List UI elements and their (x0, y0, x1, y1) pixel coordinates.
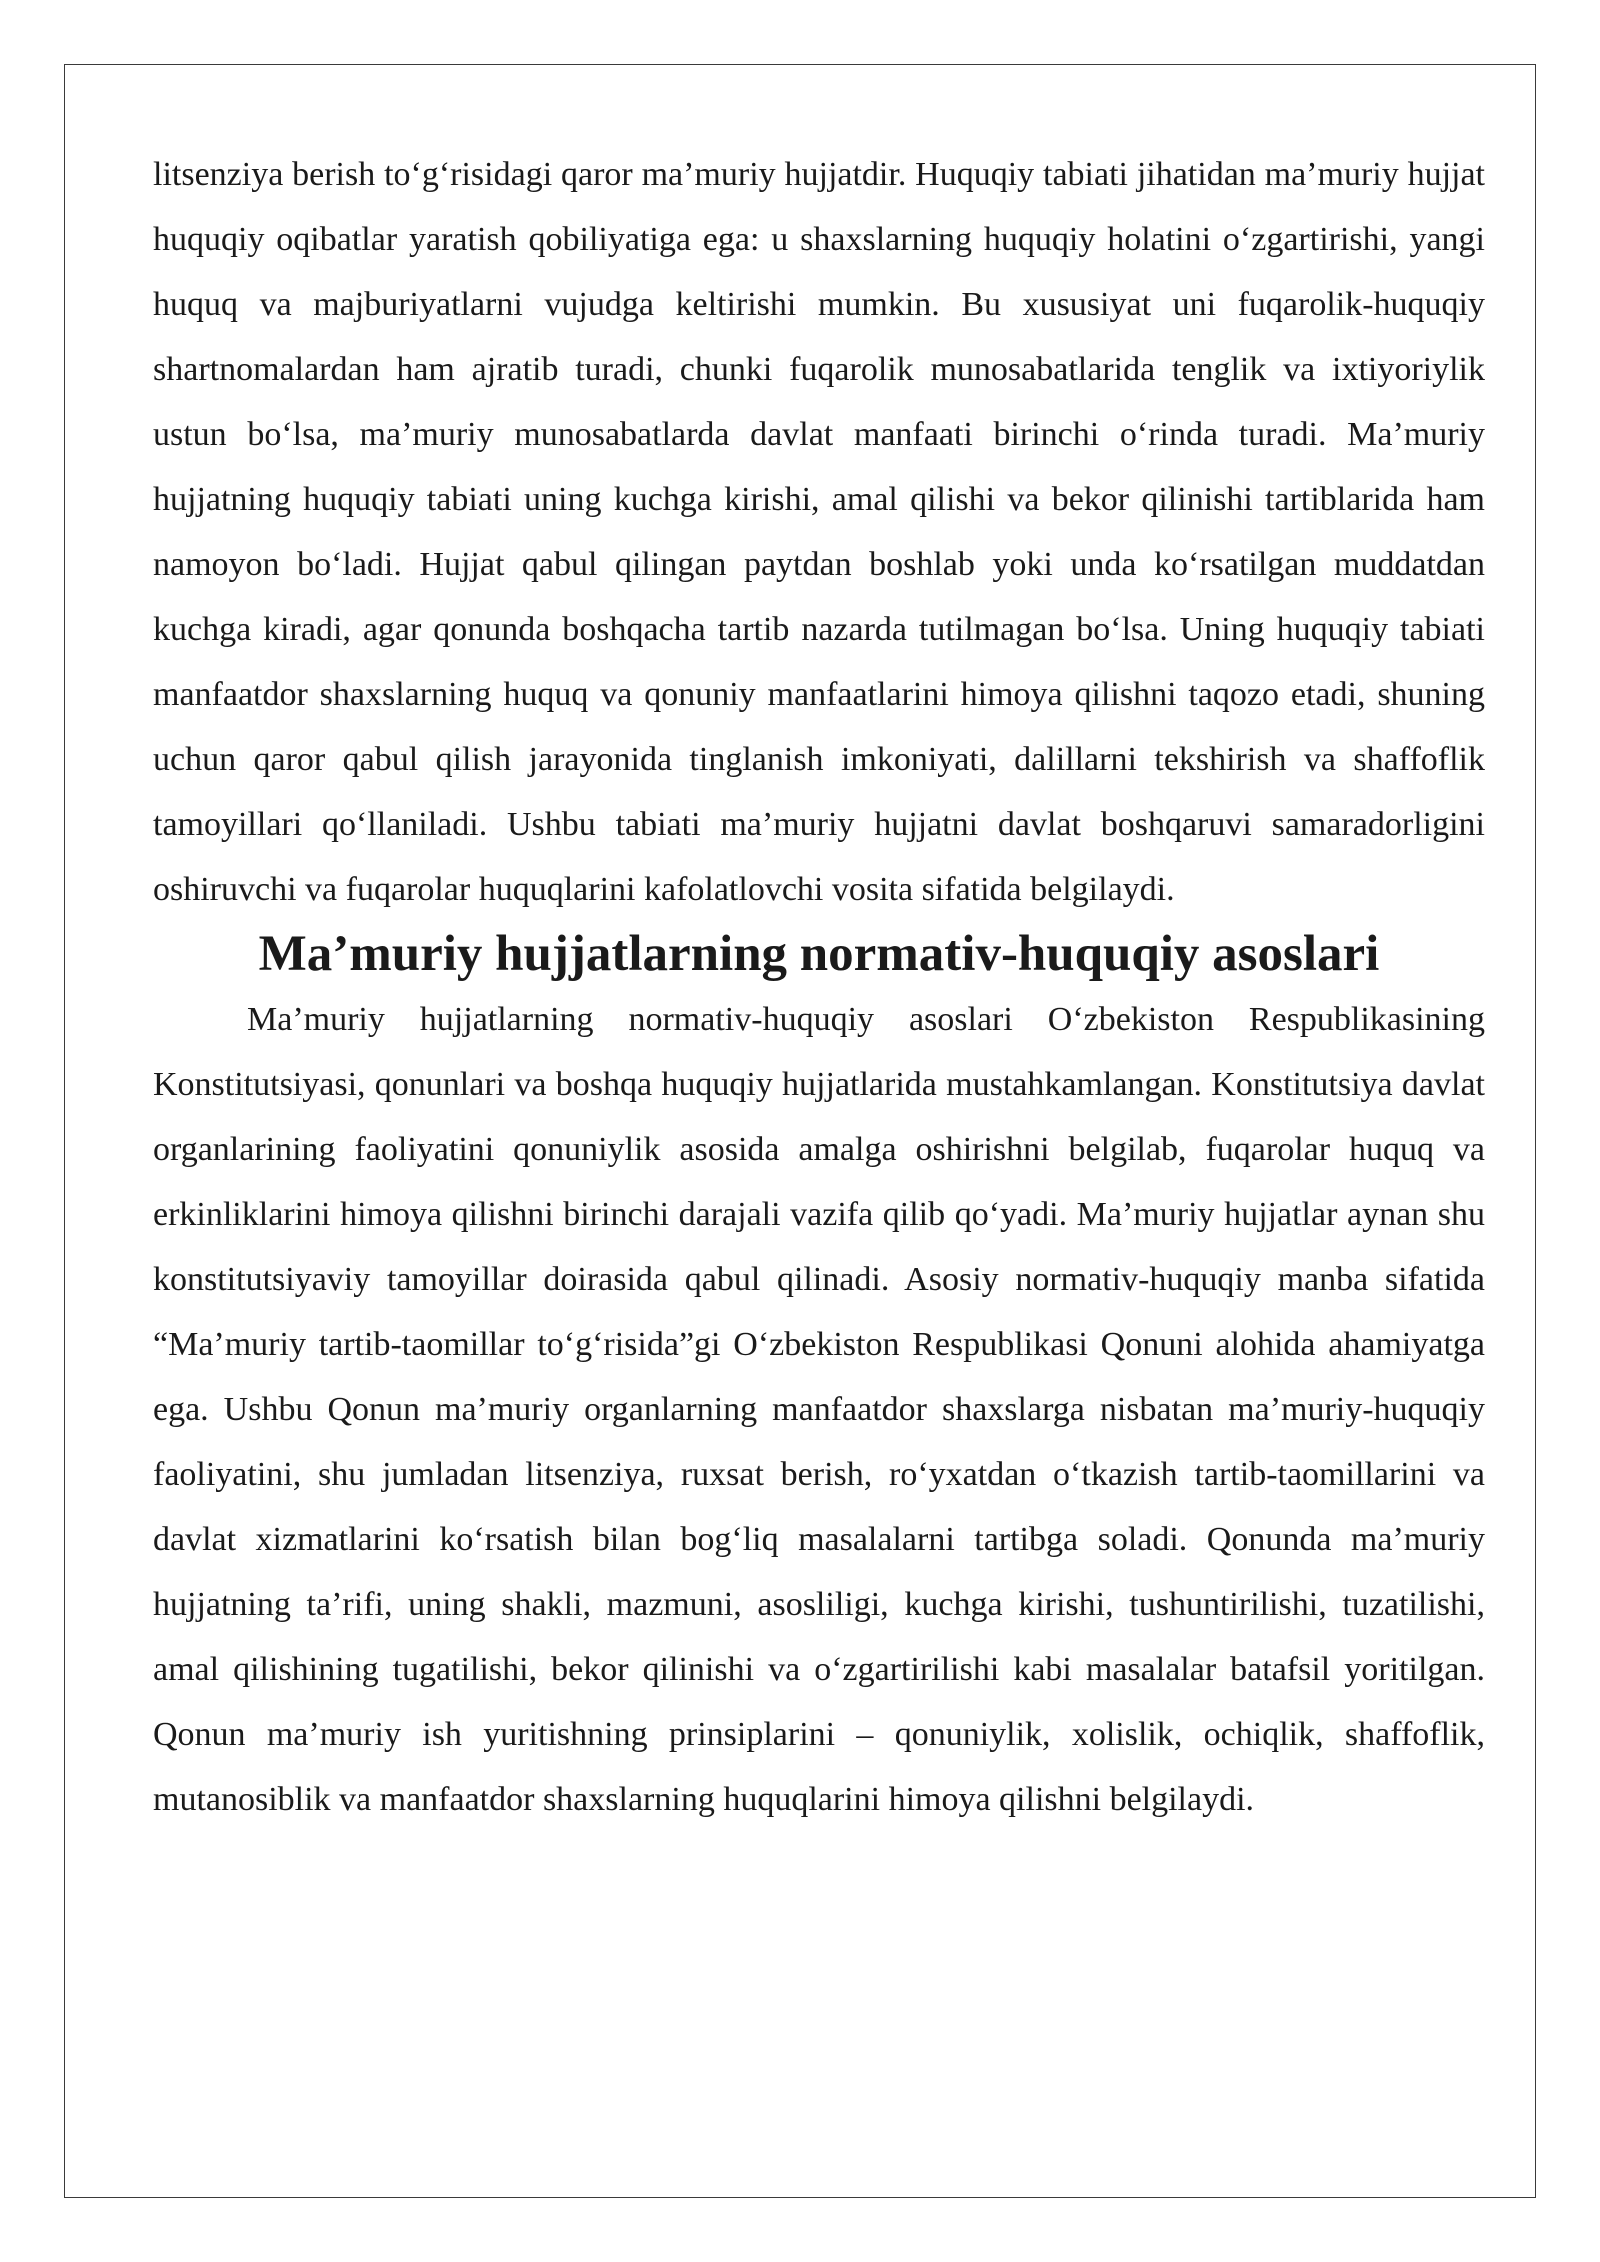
body-paragraph-continuation: litsenziya berish to‘g‘risidagi qaror ma’muriy hujjatdir. Huquqiy tabiati jihatidan ma’muriy hujjat huquqiy oqibatlar yaratish qobiliyatiga ega: u shaxslarning huquqiy holatini o‘zgartirishi, yangi huquq va majburiyatlarni vujudga keltirishi mumkin. Bu xususiyat uni fuqarolik-huquqiy shartnomalardan ham ajratib turadi, chunki fuqarolik munosabatlarida tenglik va ixtiyoriylik ustun bo‘lsa, ma’muriy munosabatlarda davlat manfaati birinchi o‘rinda turadi. Ma’muriy hujjatning huquqiy tabiati uning kuchga kirishi, amal qilishi va bekor qilinishi tartiblarida ham namoyon bo‘ladi. Hujjat qabul qilingan paytdan boshlab yoki unda ko‘rsatilgan muddatdan kuchga kiradi, agar qonunda boshqacha tartib nazarda tutilmagan bo‘lsa. Uning huquqiy tabiati manfaatdor shaxslarning huquq va qonuniy manfaatlarini himoya qilishni taqozo etadi, shuning uchun qaror qabul qilish jarayonida tinglanish imkoniyati, dalillarni tekshirish va shaffoflik tamoyillari qo‘llaniladi. Ushbu tabiati ma’muriy hujjatni davlat boshqaruvi samaradorligini oshiruvchi va fuqarolar huquqlarini kafolatlovchi vosita sifatida belgilaydi. (153, 156, 1485, 908)
document-body (153, 142, 1485, 1832)
section-heading: Ma’muriy hujjatlarning normativ-huquqiy asoslari (258, 926, 1380, 982)
body-paragraph-normative-basis: Ma’muriy hujjatlarning normativ-huquqiy asoslari O‘zbekiston Respublikasining Konstitutsiyasi, qonunlari va boshqa huquqiy hujjatlarida mustahkamlangan. Konstitutsiya davlat organlarining faoliyatini qonuniylik asosida amalga oshirishni belgilab, fuqarolar huquq va erkinliklarini himoya qilishni birinchi darajali vazifa qilib qo‘yadi. Ma’muriy hujjatlar aynan shu konstitutsiyaviy tamoyillar doirasida qabul qilinadi. Asosiy normativ-huquqiy manba sifatida “Ma’muriy tartib-taomillar to‘g‘risida”gi O‘zbekiston Respublikasi Qonuni alohida ahamiyatga ega. Ushbu Qonun ma’muriy organlarning manfaatdor shaxslarga nisbatan ma’muriy-huquqiy faoliyatini, shu jumladan litsenziya, ruxsat berish, ro‘yxatdan o‘tkazish tartib-taomillarini va davlat xizmatlarini ko‘rsatish bilan bog‘liq masalalarni tartibga soladi. Qonunda ma’muriy hujjatning ta’rifi, uning shakli, mazmuni, asosliligi, kuchga kirishi, tushuntirilishi, tuzatilishi, amal qilishining tugatilishi, bekor qilinishi va o‘zgartirilishi kabi masalalar batafsil yoritilgan. Qonun ma’muriy ish yuritishning prinsiplarini – qonuniylik, xolislik, ochiqlik, shaffoflik, mutanosiblik va manfaatdor shaxslarning huquqlarini himoya qilishni belgilaydi. (153, 1001, 1485, 1818)
